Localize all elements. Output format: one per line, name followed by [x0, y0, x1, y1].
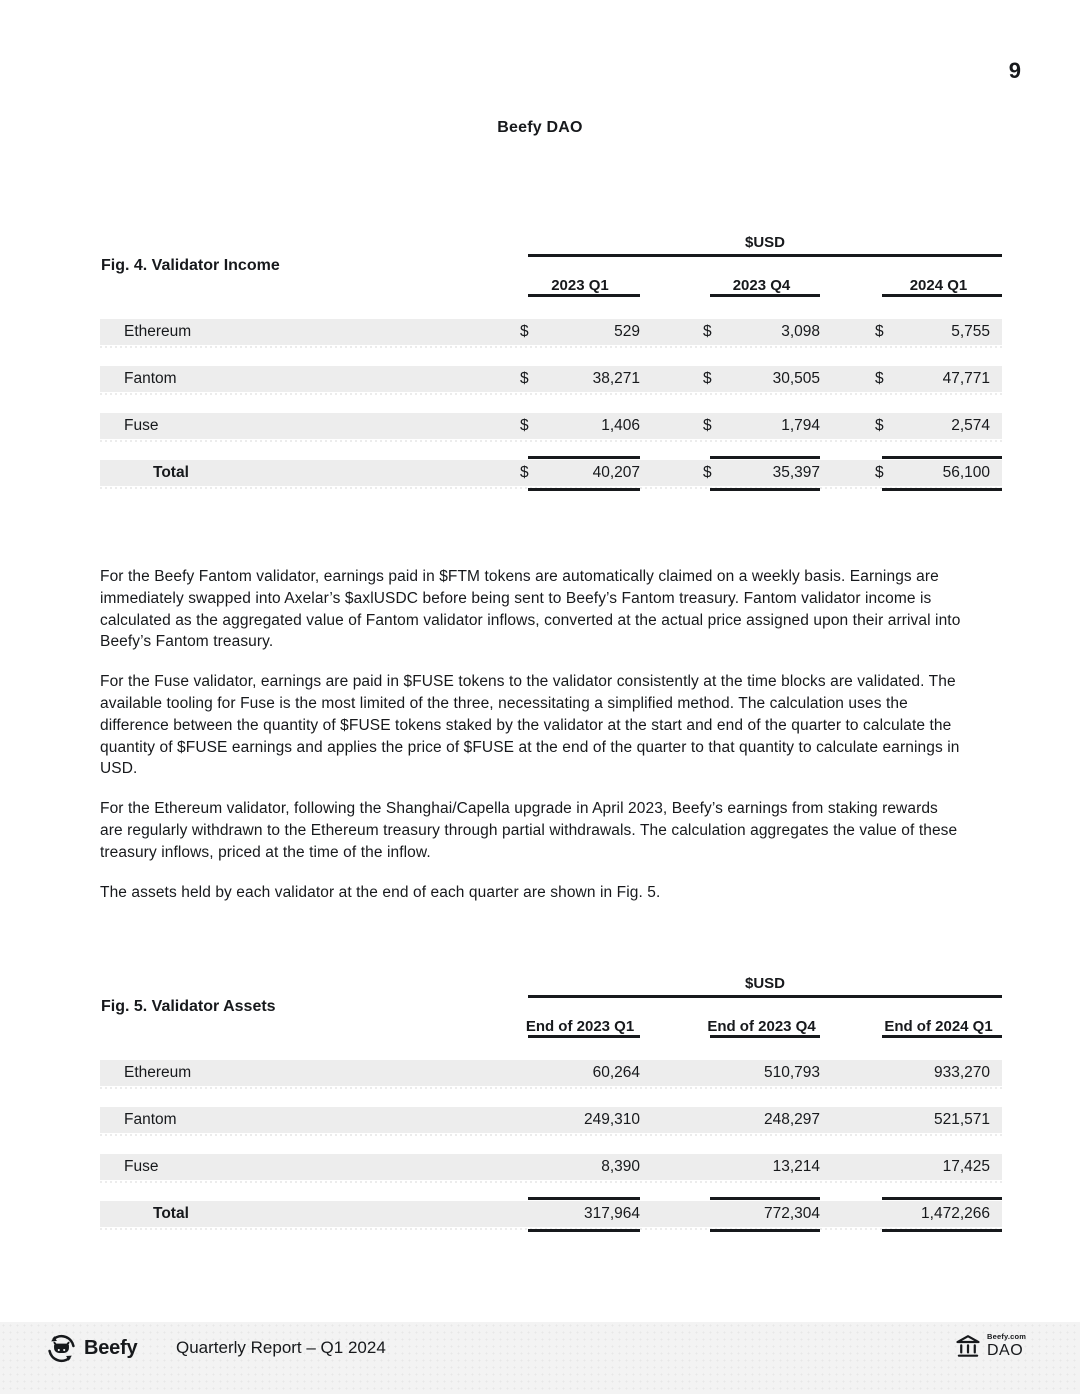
cell-value: 3,098 — [781, 323, 820, 340]
cell-value: 47,771 — [942, 370, 990, 387]
table-total-row — [100, 1201, 1002, 1227]
cell-value: 248,297 — [763, 1111, 820, 1128]
page-footer — [0, 1322, 1080, 1394]
fig5-title: Fig. 5. Validator Assets — [101, 998, 276, 1015]
body-text — [100, 566, 964, 921]
cell-value: 8,390 — [601, 1158, 640, 1175]
cell-value: 1,794 — [781, 417, 820, 434]
cell-value: 933,270 — [933, 1064, 990, 1081]
rule — [710, 456, 820, 459]
cell-value: 521,571 — [933, 1111, 990, 1128]
table-cell — [703, 319, 820, 345]
rule — [528, 1229, 640, 1232]
table-row — [100, 319, 1002, 345]
cell-value: 35,397 — [772, 464, 820, 481]
currency-symbol: $ — [875, 417, 884, 434]
table-cell — [703, 1201, 820, 1227]
cell-value: 60,264 — [592, 1064, 640, 1081]
currency-symbol: $ — [520, 464, 529, 481]
cell-value: 38,271 — [592, 370, 640, 387]
table-cell — [875, 1154, 1002, 1180]
row-label: Fuse — [124, 1158, 159, 1175]
rule — [528, 294, 640, 297]
rule — [528, 1035, 640, 1038]
cell-value: 5,755 — [951, 323, 990, 340]
table-cell — [875, 1201, 1002, 1227]
paragraph: For the Beefy Fantom validator, earnings paid in $FTM tokens are automatically claimed on a weekly basis. Earnings are immediately swapped into Axelar’s $axlUSDC before being sent to Beefy’s Fantom treasury. Fantom validator income is calculated as the aggregated value of Fantom validator inflows, converted at the actual price assigned upon their arrival into Beefy’s Fantom treasury. — [100, 568, 961, 651]
paragraph: The assets held by each validator at the end of each quarter are shown in Fig. 5. — [100, 883, 661, 901]
cell-value: 317,964 — [583, 1205, 640, 1222]
cell-value: 2,574 — [951, 417, 990, 434]
rule — [528, 1197, 640, 1200]
table-cell — [875, 1107, 1002, 1133]
currency-symbol: $ — [875, 323, 884, 340]
rule — [882, 294, 1002, 297]
table-row — [100, 1060, 1002, 1086]
cell-value: 13,214 — [772, 1158, 820, 1175]
table-cell — [875, 1060, 1002, 1086]
cell-value: 1,406 — [601, 417, 640, 434]
table-cell — [703, 413, 820, 439]
fig4-currency-header: $USD — [744, 234, 785, 251]
fig4-column-header: 2024 Q1 — [909, 277, 968, 294]
fig4-column-header: 2023 Q1 — [551, 277, 609, 294]
fig5-currency-header: $USD — [744, 975, 785, 992]
dao-label: DAO — [987, 1341, 1024, 1359]
table-cell — [703, 1060, 820, 1086]
rule — [710, 1229, 820, 1232]
currency-symbol: $ — [520, 323, 529, 340]
cell-value: 17,425 — [942, 1158, 990, 1175]
fig5-column-header: End of 2024 Q1 — [884, 1018, 993, 1035]
fig5-column-header: End of 2023 Q4 — [707, 1018, 816, 1035]
table-cell — [520, 1154, 640, 1180]
cell-value: 510,793 — [763, 1064, 820, 1081]
dao-text — [987, 1333, 1026, 1359]
currency-symbol: $ — [703, 464, 712, 481]
cell-value: 30,505 — [772, 370, 820, 387]
table-cell — [520, 319, 640, 345]
table-cell — [520, 366, 640, 392]
table-row — [100, 366, 1002, 392]
fig5-validator-assets-table — [100, 973, 1002, 1255]
currency-symbol: $ — [703, 417, 712, 434]
rule — [710, 488, 820, 491]
table-cell — [520, 413, 640, 439]
rule — [882, 1197, 1002, 1200]
table-cell — [703, 460, 820, 486]
document-header: Beefy DAO — [497, 119, 583, 136]
table-cell — [703, 1107, 820, 1133]
currency-symbol: $ — [703, 323, 712, 340]
paragraph: For the Fuse validator, earnings are paid in $FUSE tokens to the validator consistently at the time blocks are validated. The available tooling for Fuse is the most limited of the three, necessitating a simplified method. The calculation uses the difference between the quantity of $FUSE tokens staked by the validator at the start and end of the quarter to calculate the quantity of $FUSE earnings and applies the price of $FUSE at the end of the quarter to that quantity to calculate earnings in USD. — [100, 673, 960, 778]
table-row — [100, 1154, 1002, 1180]
rule — [710, 1197, 820, 1200]
paragraph: For the Ethereum validator, following the Shanghai/Capella upgrade in April 2023, Beefy’s earnings from staking rewards are regularly withdrawn to the Ethereum treasury through partial withdrawals. The calculation aggregates the value of these treasury inflows, priced at the time of the inflow. — [100, 800, 958, 861]
table-row — [100, 1107, 1002, 1133]
currency-symbol: $ — [520, 370, 529, 387]
currency-symbol: $ — [703, 370, 712, 387]
rule — [528, 254, 1002, 257]
cell-value: 249,310 — [583, 1111, 640, 1128]
cell-value: 56,100 — [942, 464, 990, 481]
fig4-title: Fig. 4. Validator Income — [101, 257, 280, 274]
rule — [882, 1229, 1002, 1232]
row-label: Total — [153, 464, 189, 481]
rule — [528, 995, 1002, 998]
cell-value: 529 — [614, 323, 640, 340]
cell-value: 772,304 — [763, 1205, 820, 1222]
footer-dao-logo — [954, 1332, 1026, 1360]
currency-symbol: $ — [875, 464, 884, 481]
table-cell — [520, 460, 640, 486]
rule — [710, 294, 820, 297]
table-cell — [703, 1154, 820, 1180]
table-cell — [520, 1060, 640, 1086]
fig5-column-header: End of 2023 Q1 — [525, 1018, 635, 1035]
currency-symbol: $ — [520, 417, 529, 434]
table-cell — [875, 319, 1002, 345]
table-cell — [520, 1201, 640, 1227]
dao-site-label: Beefy.com — [987, 1332, 1027, 1342]
table-cell — [520, 1107, 640, 1133]
table-cell — [875, 366, 1002, 392]
rule — [882, 456, 1002, 459]
table-cell — [875, 460, 1002, 486]
table-cell — [703, 366, 820, 392]
row-label: Fantom — [124, 370, 177, 387]
row-label: Total — [153, 1205, 189, 1222]
currency-symbol: $ — [875, 370, 884, 387]
footer-report-title: Quarterly Report – Q1 2024 — [176, 1338, 386, 1357]
row-label: Ethereum — [124, 1064, 192, 1081]
page-number: 9 — [1008, 58, 1021, 83]
footer-brand-name: Beefy — [84, 1337, 138, 1359]
rule — [528, 456, 640, 459]
cell-value: 40,207 — [592, 464, 640, 481]
row-label: Fantom — [124, 1111, 177, 1128]
row-label: Ethereum — [124, 323, 192, 340]
table-total-row — [100, 460, 1002, 486]
rule — [882, 1035, 1002, 1038]
bank-icon — [954, 1332, 982, 1360]
cell-value: 1,472,266 — [921, 1205, 990, 1222]
table-row — [100, 413, 1002, 439]
table-cell — [875, 413, 1002, 439]
rule — [528, 488, 640, 491]
fig4-validator-income-table — [100, 232, 1002, 514]
rule — [710, 1035, 820, 1038]
beefy-logo-icon — [46, 1333, 77, 1364]
row-label: Fuse — [124, 417, 159, 434]
rule — [882, 488, 1002, 491]
fig4-column-header: 2023 Q4 — [732, 277, 791, 294]
